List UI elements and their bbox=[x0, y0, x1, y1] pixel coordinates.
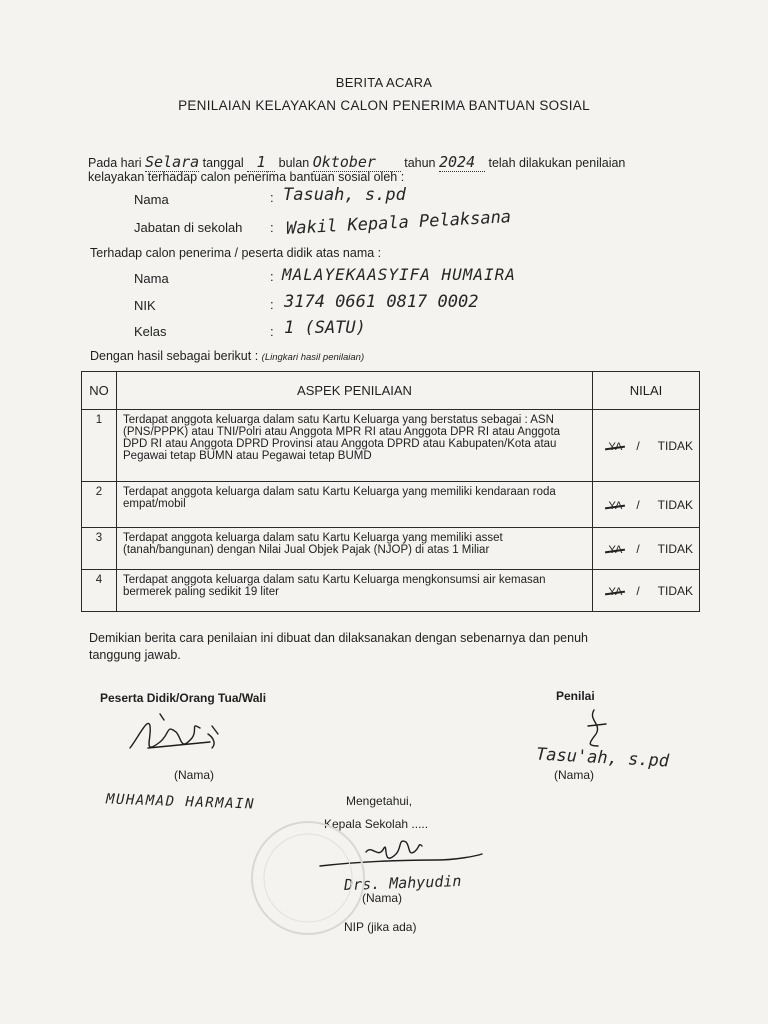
nilai-separator: / bbox=[636, 438, 640, 453]
jabatan-label: Jabatan di sekolah bbox=[134, 220, 243, 235]
nik-value: 3174 0661 0817 0002 bbox=[284, 292, 479, 312]
hasil-note: (Lingkari hasil penilaian) bbox=[261, 352, 365, 363]
table-row bbox=[82, 570, 700, 612]
table-row bbox=[82, 410, 700, 482]
tidak-option: TIDAK bbox=[657, 541, 693, 556]
peserta-label: Peserta Didik/Orang Tua/Wali bbox=[100, 691, 267, 705]
hasil-text: Dengan hasil sebagai berikut : bbox=[90, 349, 259, 363]
penerima-intro: Terhadap calon penerima / peserta didik atas nama : bbox=[90, 246, 382, 260]
colon: : bbox=[270, 190, 274, 205]
closing-line-1: Demikian berita cara penilaian ini dibuat dan dilaksanakan dengan sebenarnya dan penuh bbox=[89, 631, 588, 645]
kepsek-nama-label: (Nama) bbox=[362, 891, 403, 905]
row-nilai bbox=[593, 410, 700, 482]
row-aspek: Terdapat anggota keluarga dalam satu Kartu Keluarga yang berstatus sebagai : ASN (PNS/PPPK) atau TNI/Polri atau Anggota MPR RI atau Anggota DPR RI atau Anggota DPD RI atau Anggota DPRD Provinsi atau Anggota DPRD atau Kabupaten/Kota atau Pegawai tetap BUMN atau Pegawai tetap BUMD bbox=[117, 410, 593, 482]
row-aspek: Terdapat anggota keluarga dalam satu Kartu Keluarga yang memiliki asset (tanah/bangunan) dengan Nilai Jual Objek Pajak (NJOP) di atas 1 Miliar bbox=[117, 528, 593, 570]
tahun-label: tahun bbox=[404, 156, 436, 170]
doc-subtitle: PENILAIAN KELAYAKAN CALON PENERIMA BANTUAN SOSIAL bbox=[178, 98, 590, 113]
bulan-value: Oktober bbox=[313, 153, 401, 172]
hari-value: Selara bbox=[145, 153, 200, 171]
nik-label: NIK bbox=[134, 298, 156, 313]
row-no: 3 bbox=[82, 528, 117, 570]
pada-hari-label: Pada hari bbox=[88, 156, 142, 170]
header-aspek: ASPEK PENILAIAN bbox=[117, 372, 593, 410]
row-nilai bbox=[593, 570, 700, 612]
tidak-option: TIDAK bbox=[657, 497, 693, 512]
colon: : bbox=[270, 297, 274, 312]
row-aspek: Terdapat anggota keluarga dalam satu Kartu Keluarga mengkonsumsi air kemasan bermerek paling sedikit 19 liter bbox=[117, 570, 593, 612]
tahun-value: 2024 bbox=[439, 153, 485, 172]
doc-title: BERITA ACARA bbox=[335, 75, 433, 90]
nip-label: NIP (jika ada) bbox=[344, 920, 417, 934]
aspek-table bbox=[81, 371, 700, 612]
penilai-nama-label: (Nama) bbox=[554, 768, 595, 782]
colon: : bbox=[270, 324, 274, 339]
kepsek-nama-value: Drs. Mahyudin bbox=[343, 871, 462, 895]
tanggal-value: 1 bbox=[247, 153, 275, 172]
hasil-line bbox=[90, 349, 364, 363]
intro-tail: telah dilakukan penilaian bbox=[488, 156, 626, 170]
intro-line-2: kelayakan terhadap calon penerima bantuan sosial oleh : bbox=[88, 170, 405, 184]
row-no: 2 bbox=[82, 482, 117, 528]
kepsek-label: Kepala Sekolah ..... bbox=[324, 817, 429, 831]
stamp-mark bbox=[248, 818, 368, 938]
peserta-signature bbox=[120, 708, 230, 768]
penilai-label: Penilai bbox=[556, 689, 595, 703]
colon: : bbox=[270, 269, 274, 284]
bulan-label: bulan bbox=[278, 156, 310, 170]
tidak-option: TIDAK bbox=[657, 438, 693, 453]
ya-option-crossed: YA bbox=[608, 499, 623, 512]
penilai-nama-label: Nama bbox=[134, 192, 169, 207]
row-no: 4 bbox=[82, 570, 117, 612]
table-header-row bbox=[82, 372, 700, 410]
closing-line-2: tanggung jawab. bbox=[89, 648, 181, 662]
row-nilai bbox=[593, 528, 700, 570]
row-nilai bbox=[593, 482, 700, 528]
header-no: NO bbox=[82, 372, 117, 410]
kelas-value: 1 (SATU) bbox=[284, 318, 366, 338]
row-no: 1 bbox=[82, 410, 117, 482]
table-row bbox=[82, 528, 700, 570]
nilai-separator: / bbox=[636, 497, 640, 512]
penilai-nama-value: Tasu'ah, s.pd bbox=[535, 744, 670, 772]
tidak-option: TIDAK bbox=[657, 583, 693, 598]
penilai-nama-value: Tasuah, s.pd bbox=[283, 185, 406, 205]
peserta-nama-label: (Nama) bbox=[174, 768, 215, 782]
row-aspek: Terdapat anggota keluarga dalam satu Kartu Keluarga yang memiliki kendaraan roda empat/mobil bbox=[117, 482, 593, 528]
header-nilai: NILAI bbox=[593, 372, 700, 410]
nilai-separator: / bbox=[636, 583, 640, 598]
nilai-separator: / bbox=[636, 541, 640, 556]
colon: : bbox=[270, 220, 274, 235]
table-row bbox=[82, 482, 700, 528]
mengetahui-label: Mengetahui, bbox=[346, 794, 413, 808]
ya-option-crossed: YA bbox=[608, 543, 623, 556]
ya-option-crossed: YA bbox=[608, 440, 623, 453]
ya-option-crossed: YA bbox=[608, 585, 623, 598]
penerima-nama-label: Nama bbox=[134, 271, 169, 286]
jabatan-value: Wakil Kepala Pelaksana bbox=[285, 207, 512, 239]
tanggal-label: tanggal bbox=[202, 156, 244, 170]
penerima-nama-value: MALAYEKAASYIFA HUMAIRA bbox=[282, 265, 516, 284]
kelas-label: Kelas bbox=[134, 324, 167, 339]
peserta-nama-value: MUHAMAD HARMAIN bbox=[105, 791, 256, 813]
penilai-signature bbox=[580, 706, 620, 750]
